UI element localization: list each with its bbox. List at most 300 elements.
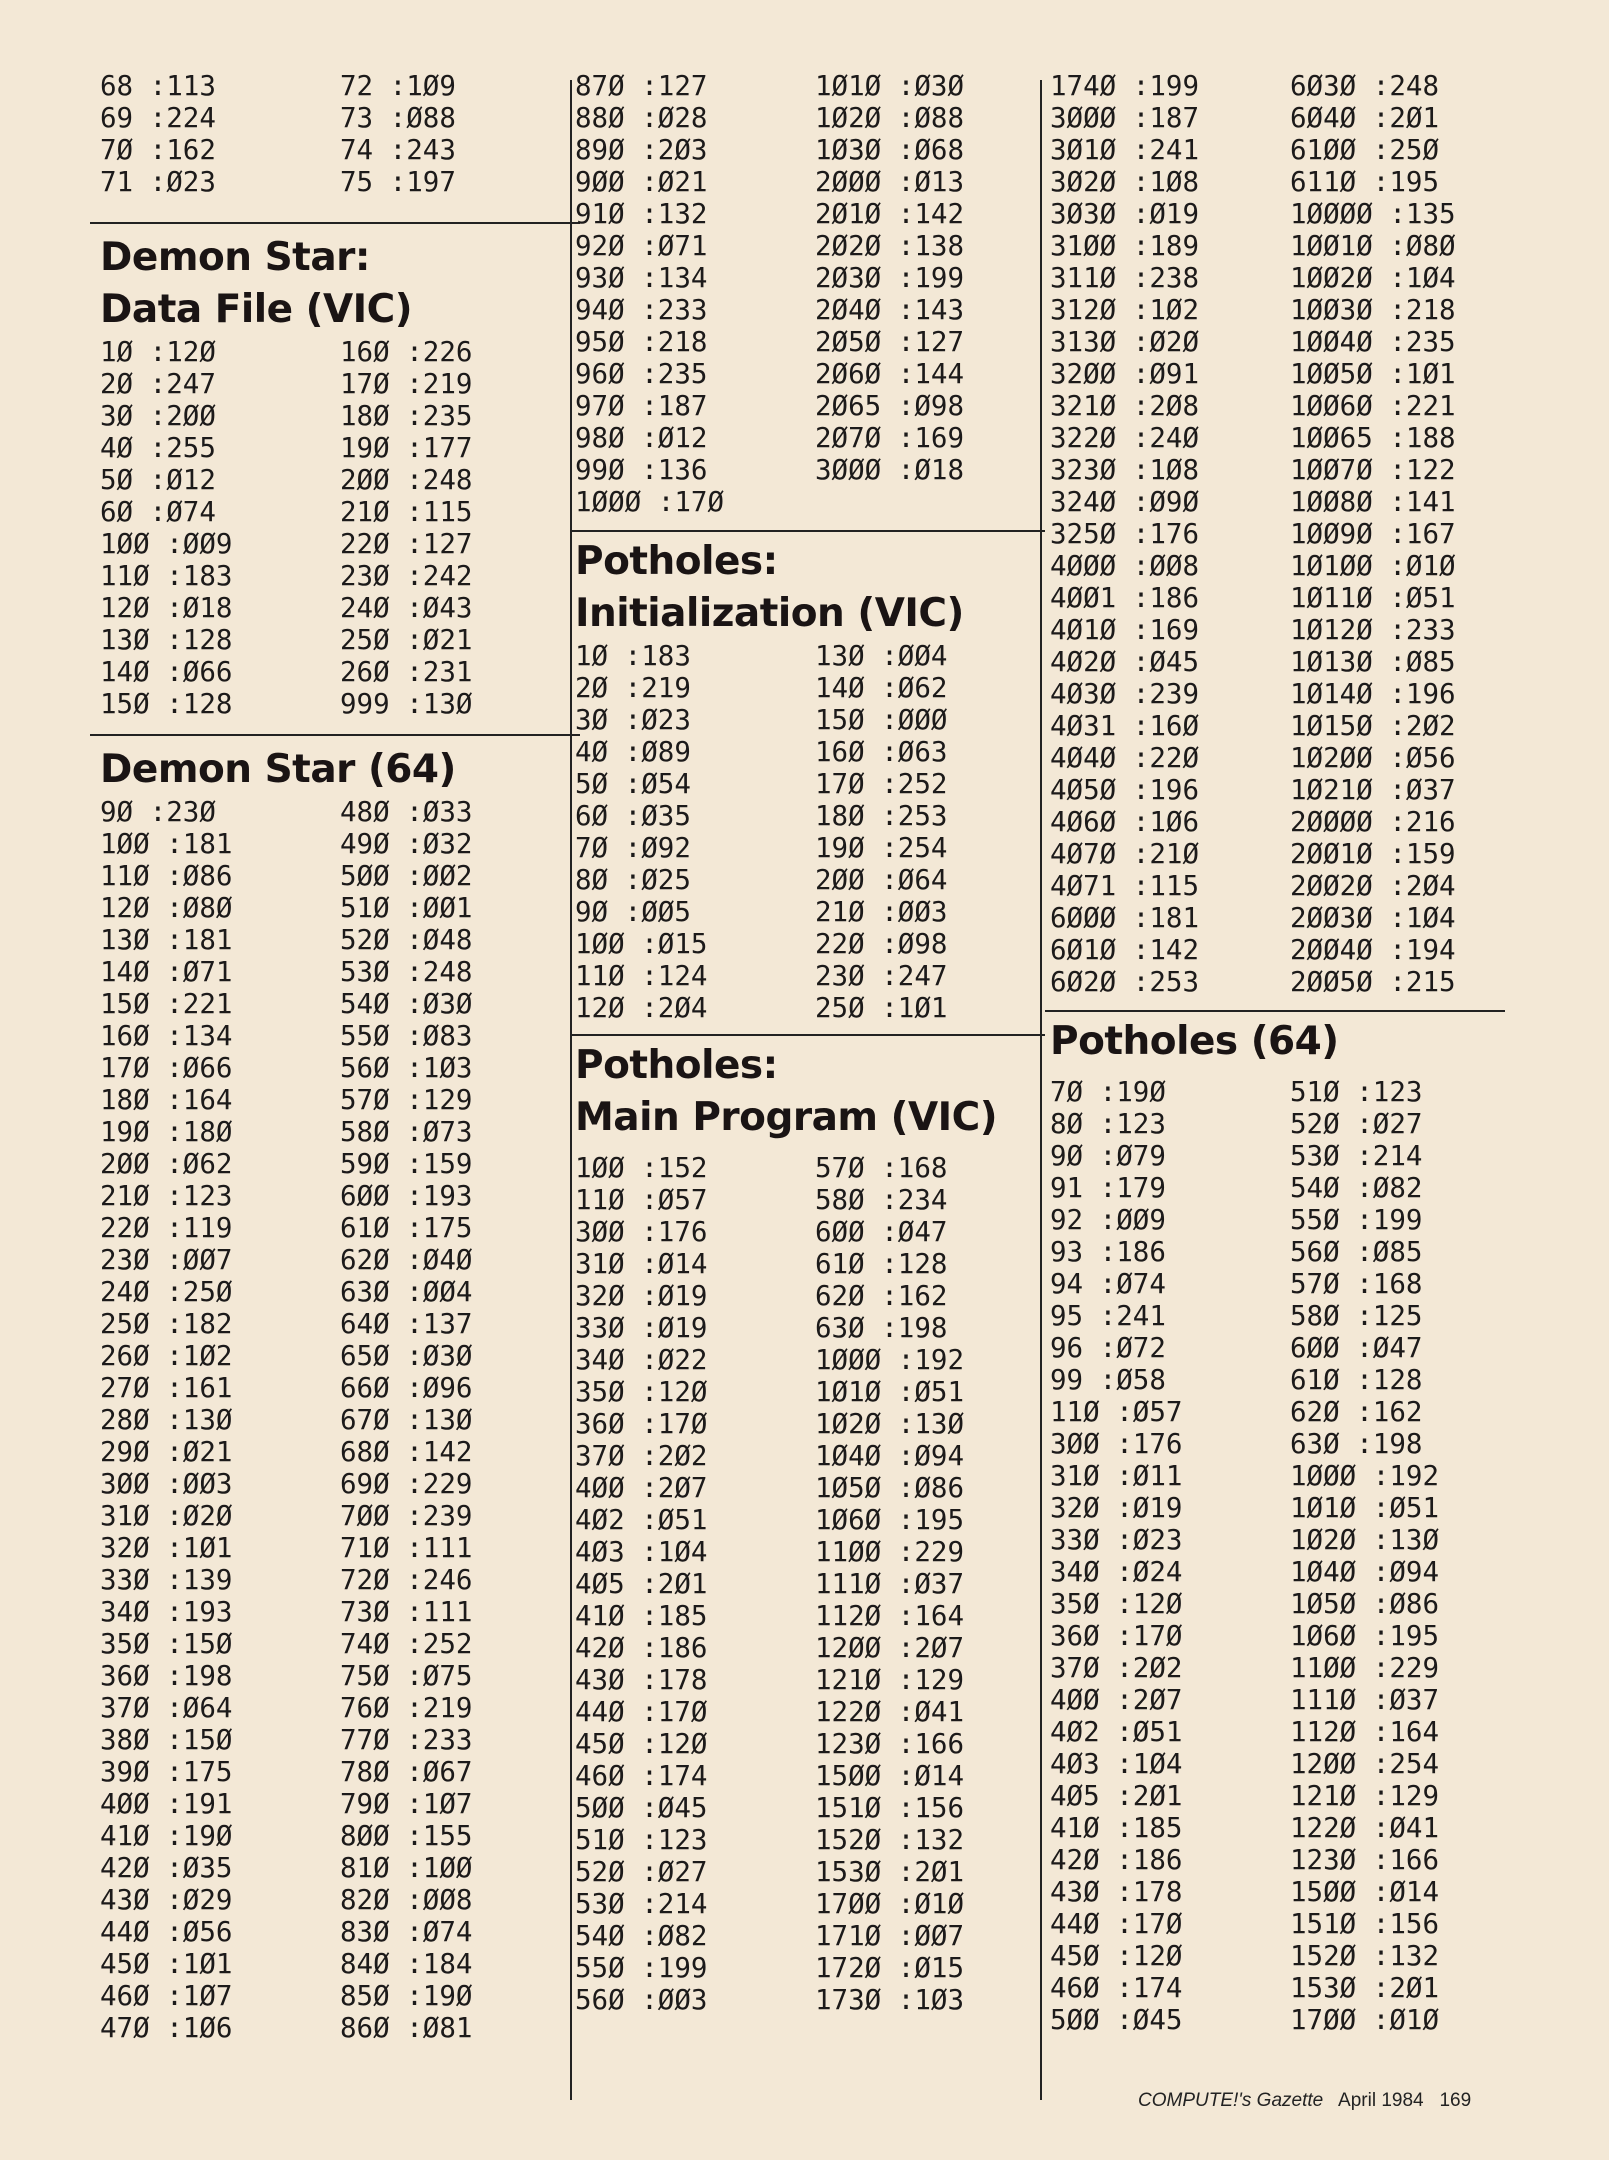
table-row: 152Ø :132 (1290, 1940, 1440, 1972)
table-row: 1Ø5Ø :Ø86 (1290, 1588, 1440, 1620)
table-row: 9Ø :23Ø (100, 796, 216, 828)
table-row: 59Ø :159 (340, 1148, 473, 1180)
table-row: 43Ø :Ø29 (100, 1884, 233, 1916)
table-row: 2Ø3Ø :199 (815, 262, 965, 294)
table-row: 12Ø :Ø18 (100, 592, 233, 624)
table-row: 15ØØ :Ø14 (1290, 1876, 1440, 1908)
table-row: 2ØØ1Ø :159 (1290, 838, 1456, 870)
table-row: 2ØØ :Ø62 (100, 1148, 233, 1180)
table-row: 11Ø :183 (100, 560, 233, 592)
table-row: 35Ø :12Ø (1050, 1588, 1183, 1620)
table-row: 38Ø :15Ø (100, 1724, 233, 1756)
table-row: 9Ø :ØØ5 (575, 896, 691, 928)
table-row: 121Ø :129 (815, 1664, 965, 1696)
table-row: 66Ø :Ø96 (340, 1372, 473, 1404)
table-row: 58Ø :125 (1290, 1300, 1423, 1332)
table-row: 75 :197 (340, 166, 456, 198)
table-row: 1ØØ :181 (100, 828, 233, 860)
table-row: 93Ø :134 (575, 262, 708, 294)
table-column (340, 336, 472, 720)
table-row: 6Ø :Ø74 (100, 496, 216, 528)
table-row: 31Ø :Ø11 (1050, 1460, 1183, 1492)
table-row: 53Ø :214 (575, 1888, 708, 1920)
table-column (340, 70, 456, 198)
table-row: 98Ø :Ø12 (575, 422, 708, 454)
table-row: 22Ø :127 (340, 528, 473, 560)
table-row: 52Ø :Ø48 (340, 924, 473, 956)
table-row: 44Ø :17Ø (575, 1696, 708, 1728)
table-row: 173Ø :1Ø3 (815, 1984, 965, 2016)
table-row: 4Ø5 :2Ø1 (1050, 1780, 1183, 1812)
table-row: 73 :Ø88 (340, 102, 456, 134)
table-row: 62Ø :Ø4Ø (340, 1244, 473, 1276)
table-row: 3Ø1Ø :241 (1050, 134, 1200, 166)
table-row: 15Ø :ØØØ (815, 704, 948, 736)
table-row: 11ØØ :229 (815, 1536, 965, 1568)
table-row: 56Ø :1Ø3 (340, 1052, 473, 1084)
table-row: 31Ø :Ø14 (575, 1248, 708, 1280)
table-row: 4Ø3Ø :239 (1050, 678, 1200, 710)
table-row: 25Ø :Ø21 (340, 624, 473, 656)
table-row: 21Ø :ØØ3 (815, 896, 948, 928)
table-row: 15Ø :128 (100, 688, 233, 720)
table-row: 3ØØ :ØØ3 (100, 1468, 233, 1500)
table-row: 34Ø :Ø22 (575, 1344, 708, 1376)
page-number: 169 (1439, 2090, 1472, 2111)
table-row: 53Ø :214 (1290, 1140, 1423, 1172)
section-heading: Data File (VIC) (100, 287, 413, 332)
section-divider (570, 530, 1045, 532)
table-row: 1Ø1Ø :Ø3Ø (815, 70, 965, 102)
table-row: 7Ø :162 (100, 134, 216, 166)
table-row: 1Ø4Ø :Ø94 (815, 1440, 965, 1472)
table-row: 43Ø :178 (1050, 1876, 1183, 1908)
table-row: 1ØØ7Ø :122 (1290, 454, 1456, 486)
table-row: 1Ø2ØØ :Ø56 (1290, 742, 1456, 774)
table-row: 95Ø :218 (575, 326, 708, 358)
table-row: 2ØØ2Ø :2Ø4 (1290, 870, 1456, 902)
table-row: 121Ø :129 (1290, 1780, 1440, 1812)
table-row: 311Ø :238 (1050, 262, 1200, 294)
table-row: 4Ø2 :Ø51 (575, 1504, 708, 1536)
section-divider (1045, 1010, 1505, 1012)
table-row: 1ØØ5Ø :1Ø1 (1290, 358, 1456, 390)
table-row: 9ØØ :Ø21 (575, 166, 708, 198)
table-row: 171Ø :ØØ7 (815, 1920, 965, 1952)
table-column (815, 70, 964, 518)
table-row: 21Ø :115 (340, 496, 473, 528)
table-row: 52Ø :Ø27 (575, 1856, 708, 1888)
table-row: 41Ø :185 (1050, 1812, 1183, 1844)
table-row: 15ØØ :Ø14 (815, 1760, 965, 1792)
table-column (575, 70, 815, 518)
table-row: 26Ø :1Ø2 (100, 1340, 233, 1372)
table-row: 74 :243 (340, 134, 456, 166)
table-row: 122Ø :Ø41 (1290, 1812, 1440, 1844)
table-row: 4ØØ :191 (100, 1788, 233, 1820)
table-row: 321Ø :2Ø8 (1050, 390, 1200, 422)
table-row: 3Ø2Ø :1Ø8 (1050, 166, 1200, 198)
table-row: 1Ø6Ø :195 (815, 1504, 965, 1536)
table-row: 1Ø2Ø :13Ø (1290, 1524, 1440, 1556)
table-row: 1ØØ1Ø :Ø8Ø (1290, 230, 1456, 262)
checksum-table-continued (1050, 70, 1500, 998)
table-row: 325Ø :176 (1050, 518, 1200, 550)
section-heading: Demon Star (64) (100, 747, 456, 792)
table-row: 112Ø :164 (1290, 1716, 1440, 1748)
table-row: 11Ø :Ø57 (1050, 1396, 1183, 1428)
table-row: 4Ø6Ø :1Ø6 (1050, 806, 1200, 838)
table-row: 32Ø :Ø19 (1050, 1492, 1183, 1524)
table-row: 91 :179 (1050, 1172, 1166, 1204)
table-column (1050, 70, 1290, 998)
table-row: 91Ø :132 (575, 198, 708, 230)
section-divider (90, 734, 580, 736)
table-column (575, 640, 815, 1024)
section-heading: Potholes (64) (1050, 1019, 1339, 1064)
table-row: 35Ø :15Ø (100, 1628, 233, 1660)
table-row: 4ØØ :2Ø7 (575, 1472, 708, 1504)
table-row: 95 :241 (1050, 1300, 1166, 1332)
table-row: 1Ø11Ø :Ø51 (1290, 582, 1456, 614)
table-row: 172Ø :Ø15 (815, 1952, 965, 1984)
table-row: 35Ø :12Ø (575, 1376, 708, 1408)
table-row: 1ØØ :ØØ9 (100, 528, 233, 560)
table-row: 96 :Ø72 (1050, 1332, 1166, 1364)
table-row: 1Ø4Ø :Ø94 (1290, 1556, 1440, 1588)
table-row: 46Ø :174 (1050, 1972, 1183, 2004)
table-row: 17ØØ :Ø1Ø (815, 1888, 965, 1920)
table-row: 19Ø :177 (340, 432, 473, 464)
table-row: 11ØØ :229 (1290, 1652, 1440, 1684)
table-row: 322Ø :24Ø (1050, 422, 1200, 454)
table-row: 83Ø :Ø74 (340, 1916, 473, 1948)
publication-name: COMPUTE!'s Gazette (1138, 2090, 1324, 2111)
table-row: 6Ø3Ø :248 (1290, 70, 1440, 102)
table-row: 47Ø :1Ø6 (100, 2012, 233, 2044)
table-row: 63Ø :ØØ4 (340, 1276, 473, 1308)
table-row: 27Ø :161 (100, 1372, 233, 1404)
table-row: 55Ø :Ø83 (340, 1020, 473, 1052)
table-row: 69Ø :229 (340, 1468, 473, 1500)
table-row: 1Ø14Ø :196 (1290, 678, 1456, 710)
checksum-table-potholes-initialization (575, 640, 1040, 1024)
table-row: 4Ø5Ø :196 (1050, 774, 1200, 806)
section-divider (90, 222, 580, 224)
table-row: 19Ø :254 (815, 832, 948, 864)
section-heading: Demon Star: (100, 235, 370, 280)
table-row: 23Ø :242 (340, 560, 473, 592)
table-row: 55Ø :199 (1290, 1204, 1423, 1236)
table-row: 46Ø :174 (575, 1760, 708, 1792)
table-row: 2Ø5Ø :127 (815, 326, 965, 358)
section-heading: Main Program (VIC) (575, 1095, 998, 1140)
table-row: 1Ø1ØØ :Ø1Ø (1290, 550, 1456, 582)
table-row: 99Ø :136 (575, 454, 708, 486)
table-row: 323Ø :1Ø8 (1050, 454, 1200, 486)
column-divider-left (570, 80, 572, 2100)
table-row: 5ØØ :Ø45 (575, 1792, 708, 1824)
table-row: 1Ø1Ø :Ø51 (815, 1376, 965, 1408)
table-row: 42Ø :186 (575, 1632, 708, 1664)
table-row: 4Ø71 :115 (1050, 870, 1200, 902)
table-row: 2Ø6Ø :144 (815, 358, 965, 390)
table-row: 14Ø :Ø71 (100, 956, 233, 988)
table-row: 6ØØ :193 (340, 1180, 473, 1212)
table-row: 26Ø :231 (340, 656, 473, 688)
table-row: 61Ø :175 (340, 1212, 473, 1244)
table-row: 1ØØ4Ø :235 (1290, 326, 1456, 358)
table-row: 111Ø :Ø37 (1290, 1684, 1440, 1716)
table-row: 153Ø :2Ø1 (1290, 1972, 1440, 2004)
table-row: 4ØØ1 :186 (1050, 582, 1200, 614)
table-row: 92 :ØØ9 (1050, 1204, 1166, 1236)
table-row: 44Ø :17Ø (1050, 1908, 1183, 1940)
table-row: 62Ø :162 (1290, 1396, 1423, 1428)
table-row: 17ØØ :Ø1Ø (1290, 2004, 1440, 2036)
table-row: 112Ø :164 (815, 1600, 965, 1632)
table-row: 37Ø :2Ø2 (1050, 1652, 1183, 1684)
table-row: 46Ø :1Ø7 (100, 1980, 233, 2012)
table-row: 2Ø4Ø :143 (815, 294, 965, 326)
table-row: 34Ø :Ø24 (1050, 1556, 1183, 1588)
table-row: 5Ø :Ø54 (575, 768, 691, 800)
table-row: 34Ø :193 (100, 1596, 233, 1628)
table-row: 5ØØ :Ø45 (1050, 2004, 1183, 2036)
table-row: 151Ø :156 (1290, 1908, 1440, 1940)
table-row: 37Ø :Ø64 (100, 1692, 233, 1724)
table-row: 4Ø2 :Ø51 (1050, 1716, 1183, 1748)
table-column (100, 796, 340, 2044)
table-row: 4Ø4Ø :22Ø (1050, 742, 1200, 774)
table-row: 18Ø :235 (340, 400, 473, 432)
table-row: 1ØØØ :192 (1290, 1460, 1440, 1492)
table-row: 1ØØ8Ø :141 (1290, 486, 1456, 518)
table-row: 57Ø :129 (340, 1084, 473, 1116)
table-row: 33Ø :139 (100, 1564, 233, 1596)
table-row: 25Ø :182 (100, 1308, 233, 1340)
table-row: 5Ø :Ø12 (100, 464, 216, 496)
table-column (1050, 1076, 1290, 2036)
table-row: 2Ø :247 (100, 368, 216, 400)
table-row: 3Ø :Ø23 (575, 704, 691, 736)
table-row: 24Ø :25Ø (100, 1276, 233, 1308)
table-row: 111Ø :Ø37 (815, 1568, 965, 1600)
table-row: 17Ø :Ø66 (100, 1052, 233, 1084)
table-row: 52Ø :Ø27 (1290, 1108, 1423, 1140)
table-row: 45Ø :12Ø (575, 1728, 708, 1760)
table-row: 82Ø :ØØ8 (340, 1884, 473, 1916)
table-row: 71Ø :111 (340, 1532, 473, 1564)
checksum-table-potholes-64 (1050, 1076, 1500, 2036)
table-row: 4ØØØ :ØØ8 (1050, 550, 1200, 582)
table-row: 8Ø :Ø25 (575, 864, 691, 896)
table-row: 1ØØ6Ø :221 (1290, 390, 1456, 422)
table-row: 122Ø :Ø41 (815, 1696, 965, 1728)
table-row: 8ØØ :155 (340, 1820, 473, 1852)
table-row: 2Ø1Ø :142 (815, 198, 965, 230)
table-row: 25Ø :1Ø1 (815, 992, 948, 1024)
table-row: 45Ø :12Ø (1050, 1940, 1183, 1972)
table-row: 4Ø2Ø :Ø45 (1050, 646, 1200, 678)
table-row: 97Ø :187 (575, 390, 708, 422)
table-row: 68 :113 (100, 70, 216, 102)
table-row: 31ØØ :189 (1050, 230, 1200, 262)
table-row: 71 :Ø23 (100, 166, 216, 198)
table-row: 4Ø1Ø :169 (1050, 614, 1200, 646)
table-row: 3ØØ :176 (575, 1216, 708, 1248)
table-row: 61Ø :128 (815, 1248, 948, 1280)
table-row: 4Ø7Ø :21Ø (1050, 838, 1200, 870)
table-row: 324Ø :Ø9Ø (1050, 486, 1200, 518)
table-column (100, 70, 340, 198)
table-row: 75Ø :Ø75 (340, 1660, 473, 1692)
table-row: 79Ø :1Ø7 (340, 1788, 473, 1820)
table-row: 44Ø :Ø56 (100, 1916, 233, 1948)
table-row: 123Ø :166 (815, 1728, 965, 1760)
table-row: 17Ø :219 (340, 368, 473, 400)
table-row: 2ØØ5Ø :215 (1290, 966, 1456, 998)
table-row: 21Ø :123 (100, 1180, 233, 1212)
table-row: 16Ø :226 (340, 336, 473, 368)
table-row: 13Ø :128 (100, 624, 233, 656)
table-row: 74Ø :252 (340, 1628, 473, 1660)
table-row: 31Ø :Ø2Ø (100, 1500, 233, 1532)
table-row: 12ØØ :2Ø7 (815, 1632, 965, 1664)
table-row: 58Ø :Ø73 (340, 1116, 473, 1148)
table-column (575, 1152, 815, 2016)
table-row: 96Ø :235 (575, 358, 708, 390)
table-row: 19Ø :18Ø (100, 1116, 233, 1148)
table-row: 54Ø :Ø82 (1290, 1172, 1423, 1204)
table-row: 14Ø :Ø62 (815, 672, 948, 704)
table-row: 99 :Ø58 (1050, 1364, 1166, 1396)
table-row: 56Ø :ØØ3 (575, 1984, 708, 2016)
table-row: 2Ø2Ø :138 (815, 230, 965, 262)
table-row: 58Ø :234 (815, 1184, 948, 1216)
table-row: 151Ø :156 (815, 1792, 965, 1824)
table-row: 6ØØ :Ø47 (1290, 1332, 1423, 1364)
table-row: 67Ø :13Ø (340, 1404, 473, 1436)
table-row: 5ØØ :ØØ2 (340, 860, 473, 892)
table-row: 6Ø :Ø35 (575, 800, 691, 832)
table-row: 33Ø :Ø23 (1050, 1524, 1183, 1556)
table-row: 88Ø :Ø28 (575, 102, 708, 134)
table-row: 36Ø :198 (100, 1660, 233, 1692)
table-row: 68Ø :142 (340, 1436, 473, 1468)
table-row: 3ØØ :176 (1050, 1428, 1183, 1460)
table-row: 3ØØØ :Ø18 (815, 454, 965, 486)
table-row: 4Ø3 :1Ø4 (1050, 1748, 1183, 1780)
table-column (1290, 70, 1456, 998)
table-row: 12ØØ :254 (1290, 1748, 1440, 1780)
table-row: 1ØØ :Ø15 (575, 928, 708, 960)
table-row: 41Ø :19Ø (100, 1820, 233, 1852)
table-row: 1ØØ :152 (575, 1152, 708, 1184)
table-row: 49Ø :Ø32 (340, 828, 473, 860)
table-row: 37Ø :2Ø2 (575, 1440, 708, 1472)
table-row: 7Ø :19Ø (1050, 1076, 1166, 1108)
table-row: 4Ø3 :1Ø4 (575, 1536, 708, 1568)
table-row: 1Ø6Ø :195 (1290, 1620, 1440, 1652)
table-row: 32Ø :1Ø1 (100, 1532, 233, 1564)
table-column (1290, 1076, 1439, 2036)
table-row: 22Ø :Ø98 (815, 928, 948, 960)
table-row: 51Ø :123 (1290, 1076, 1423, 1108)
table-row: 153Ø :2Ø1 (815, 1856, 965, 1888)
table-row: 312Ø :1Ø2 (1050, 294, 1200, 326)
table-row: 1Ø5Ø :Ø86 (815, 1472, 965, 1504)
table-row: 56Ø :Ø85 (1290, 1236, 1423, 1268)
table-row: 81Ø :1ØØ (340, 1852, 473, 1884)
table-row: 85Ø :19Ø (340, 1980, 473, 2012)
table-row: 22Ø :119 (100, 1212, 233, 1244)
table-row: 39Ø :175 (100, 1756, 233, 1788)
table-row: 1Ø2Ø :Ø88 (815, 102, 965, 134)
table-row: 42Ø :186 (1050, 1844, 1183, 1876)
table-row: 72 :1Ø9 (340, 70, 456, 102)
table-row: 6Ø4Ø :2Ø1 (1290, 102, 1440, 134)
table-row: 18Ø :253 (815, 800, 948, 832)
checksum-table-demon-star-64 (100, 796, 570, 2044)
table-row: 94 :Ø74 (1050, 1268, 1166, 1300)
table-row: 1Ø15Ø :2Ø2 (1290, 710, 1456, 742)
table-row: 1Ø :12Ø (100, 336, 216, 368)
table-row: 36Ø :17Ø (1050, 1620, 1183, 1652)
table-row: 11Ø :124 (575, 960, 708, 992)
table-row: 1Ø13Ø :Ø85 (1290, 646, 1456, 678)
table-row: 63Ø :198 (815, 1312, 948, 1344)
section-divider (570, 1034, 1045, 1036)
table-row: 7Ø :Ø92 (575, 832, 691, 864)
table-row: 6ØØ :Ø47 (815, 1216, 948, 1248)
table-row: 15Ø :221 (100, 988, 233, 1020)
table-row: 2ØØ4Ø :194 (1290, 934, 1456, 966)
checksum-table-demon-star-data-file (100, 336, 570, 720)
table-row: 61Ø :128 (1290, 1364, 1423, 1396)
section-heading: Potholes: (575, 1043, 778, 1088)
table-row: 2ØØØ :Ø13 (815, 166, 965, 198)
table-row: 4Ø :Ø89 (575, 736, 691, 768)
table-row: 73Ø :111 (340, 1596, 473, 1628)
table-row: 4Ø :255 (100, 432, 216, 464)
table-row: 89Ø :2Ø3 (575, 134, 708, 166)
table-row: 611Ø :195 (1290, 166, 1440, 198)
table-row: 64Ø :137 (340, 1308, 473, 1340)
table-row: 16Ø :134 (100, 1020, 233, 1052)
table-row: 1Ø :183 (575, 640, 691, 672)
table-row: 63Ø :198 (1290, 1428, 1423, 1460)
table-row: 3Ø3Ø :Ø19 (1050, 198, 1200, 230)
table-row: 57Ø :168 (1290, 1268, 1423, 1300)
table-row: 3Ø :2ØØ (100, 400, 216, 432)
table-row: 18Ø :164 (100, 1084, 233, 1116)
table-row: 2ØØ3Ø :1Ø4 (1290, 902, 1456, 934)
table-row: 2Ø65 :Ø98 (815, 390, 965, 422)
table-row: 55Ø :199 (575, 1952, 708, 1984)
table-row: 1ØØ3Ø :218 (1290, 294, 1456, 326)
table-row: 54Ø :Ø82 (575, 1920, 708, 1952)
table-column (100, 336, 340, 720)
table-row: 123Ø :166 (1290, 1844, 1440, 1876)
table-row: 51Ø :ØØ1 (340, 892, 473, 924)
table-row: 1ØØ65 :188 (1290, 422, 1456, 454)
table-row: 13Ø :ØØ4 (815, 640, 948, 672)
column-3 (1050, 70, 1500, 2036)
table-row: 76Ø :219 (340, 1692, 473, 1724)
table-row: 13Ø :181 (100, 924, 233, 956)
column-2 (575, 70, 1040, 2016)
